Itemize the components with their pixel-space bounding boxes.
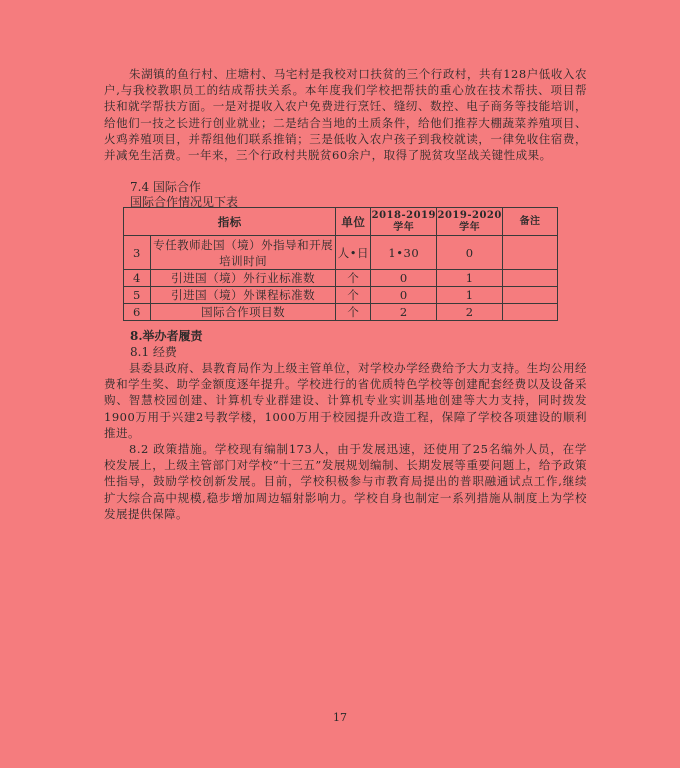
- funding-paragraph: 县委县政府、县教育局作为上级主管单位，对学校办学经费给予大力支持。生均公用经费和学生奖、助学金额度逐年提升。学校进行的省优质特色学校等创建配套经费以及设备采购、智慧校园创建、计算机专业群建设、计算机专业实训基地创建等大力支持，同时拨发1900万用于兴建2号教学楼，1000万用于校园提升改造工程，保障了学校各项建设的顺利推进。: [104, 361, 587, 440]
- row-number: 4: [124, 270, 151, 287]
- header-unit: 单位: [336, 208, 371, 236]
- row-remark: [503, 236, 558, 270]
- table-row: [124, 287, 558, 304]
- row-indicator: 引进国（境）外行业标准数: [150, 270, 335, 287]
- international-cooperation-table: [123, 207, 558, 321]
- header-2018-2019: 2018-2019学年: [371, 208, 437, 236]
- row-indicator: 专任教师赴国（境）外指导和开展培训时间: [150, 236, 335, 270]
- policy-measures-paragraph: 8.2 政策措施。学校现有编制173人，由于发展迅速，还使用了25名编外人员，在学校发展上，上级主管部门对学校“十三五”发展规划编制、长期发展等重要问题上，给予政策性指导，鼓励学校创新发展。目前，学校积极参与市教育局提出的普职融通试点工作,继续扩大综合高中规模,稳步增加周边辐射影响力。学校自身也制定一系列措施从制度上为学校发展提供保障。: [104, 442, 587, 521]
- row-value-2019-2020: 1: [437, 287, 503, 304]
- poverty-alleviation-paragraph: 朱湖镇的鱼行村、庄塘村、马宅村是我校对口扶贫的三个行政村，共有128户低收入农户,与我校教职员工的结成帮扶关系。本年度我们学校把帮扶的重心放在技术帮扶、项目帮扶和就学帮扶方面。一是对提收入农户免费进行烹饪、缝纫、数控、电子商务等技能培训，给他们一技之长进行创业就业；二是结合当地的土质条件，给他们推荐大棚蔬菜养殖项目、火鸡养殖项目，并帮组他们联系推销；三是低收入农户孩子到我校就读，一律免收住宿费，并减免生活费。一年来，三个行政村共脱贫60余户，取得了脱贫攻坚战关键性成果。: [104, 67, 587, 163]
- row-value-2018-2019: 0: [371, 270, 437, 287]
- row-value-2018-2019: 2: [371, 304, 437, 321]
- row-unit: 人•日: [336, 236, 371, 270]
- table-caption: 国际合作情况见下表: [130, 195, 239, 209]
- row-indicator: 国际合作项目数: [150, 304, 335, 321]
- table-row: [124, 270, 558, 287]
- table-row: [124, 236, 558, 270]
- row-value-2018-2019: 1•30: [371, 236, 437, 270]
- row-unit: 个: [336, 287, 371, 304]
- row-remark: [503, 270, 558, 287]
- row-remark: [503, 287, 558, 304]
- row-number: 3: [124, 236, 151, 270]
- row-number: 5: [124, 287, 151, 304]
- row-value-2019-2020: 1: [437, 270, 503, 287]
- row-remark: [503, 304, 558, 321]
- page-number: 17: [333, 711, 347, 724]
- table-header-row: [124, 208, 558, 236]
- row-unit: 个: [336, 270, 371, 287]
- row-value-2018-2019: 0: [371, 287, 437, 304]
- section-8-1-heading: 8.1 经费: [130, 345, 177, 359]
- row-unit: 个: [336, 304, 371, 321]
- header-remark: 备注: [503, 208, 558, 236]
- row-value-2019-2020: 2: [437, 304, 503, 321]
- table-row: [124, 304, 558, 321]
- row-number: 6: [124, 304, 151, 321]
- section-8-heading: 8.举办者履责: [130, 329, 203, 343]
- row-value-2019-2020: 0: [437, 236, 503, 270]
- section-7-4-heading: 7.4 国际合作: [130, 180, 201, 194]
- header-indicator: 指标: [124, 208, 336, 236]
- row-indicator: 引进国（境）外课程标准数: [150, 287, 335, 304]
- header-2019-2020: 2019-2020学年: [437, 208, 503, 236]
